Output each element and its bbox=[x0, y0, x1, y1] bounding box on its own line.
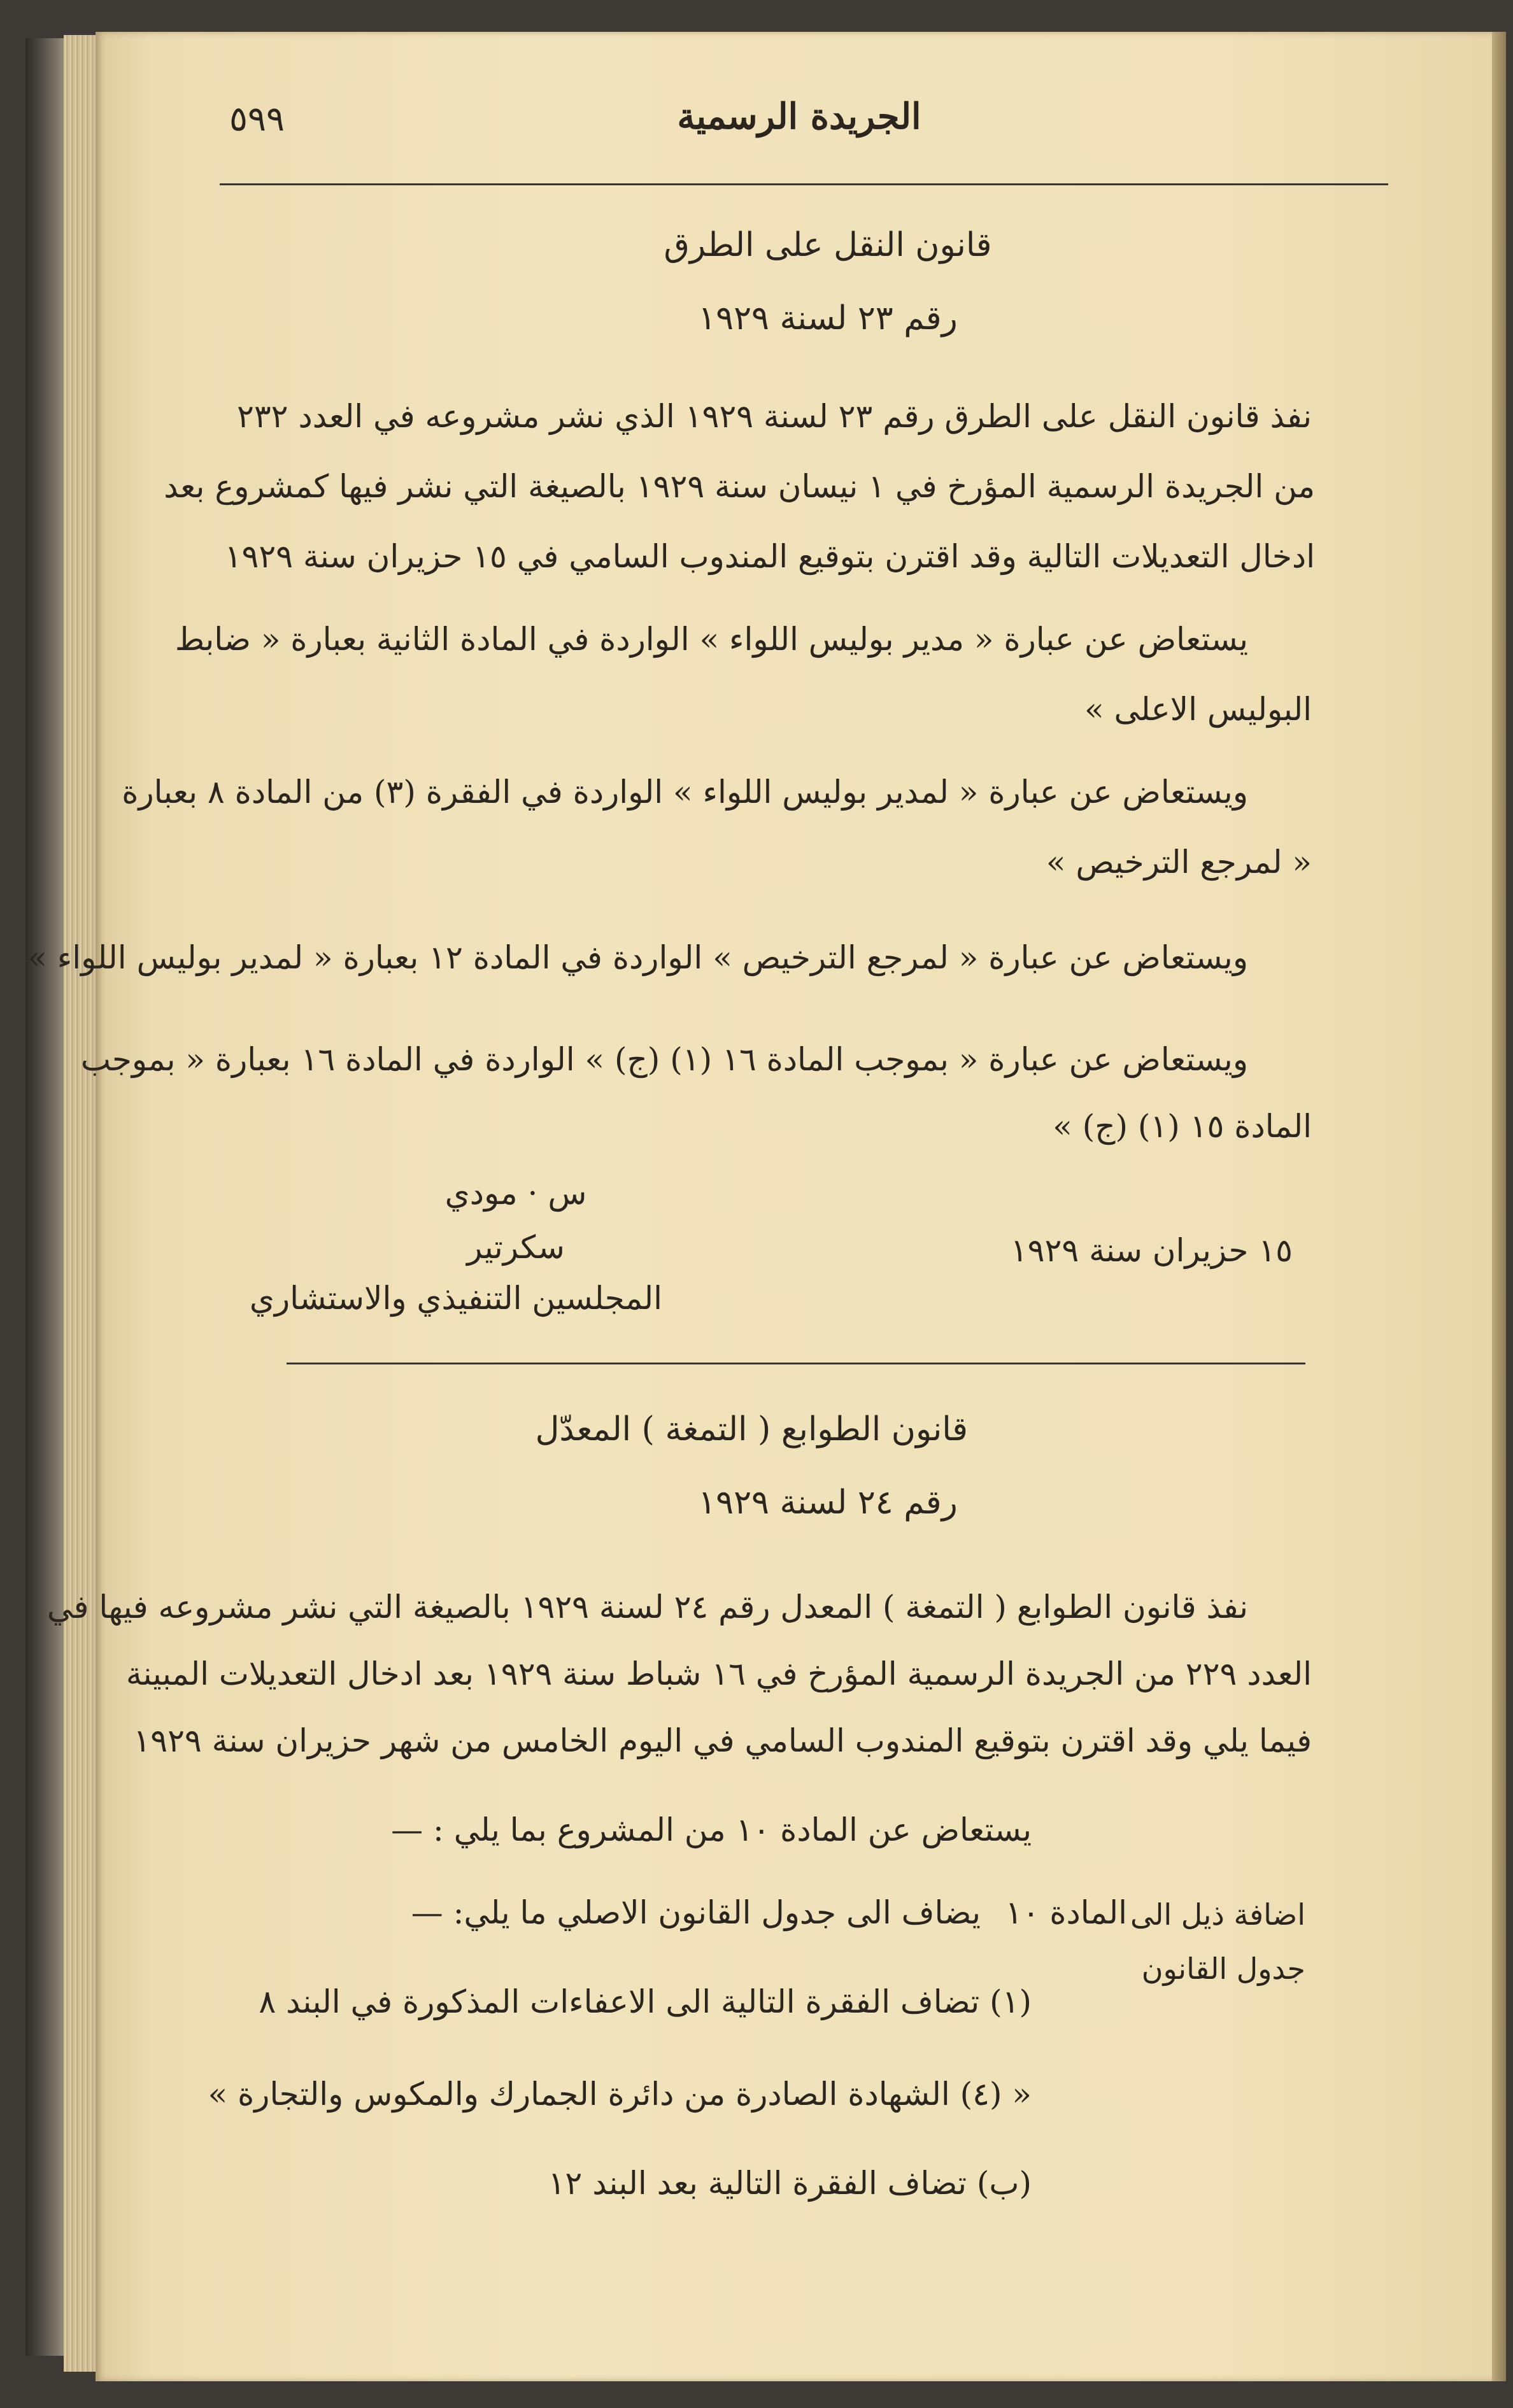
section2-number: رقم ٢٤ لسنة ١٩٢٩ bbox=[698, 1484, 958, 1522]
signature-office: المجلسين التنفيذي والاستشاري bbox=[249, 1280, 662, 1317]
amendment-line: المادة ١٥ (١) (ج) » bbox=[1053, 1108, 1312, 1145]
signature-date: ١٥ حزيران سنة ١٩٢٩ bbox=[1010, 1232, 1293, 1269]
page-header-title: الجريدة الرسمية bbox=[677, 96, 921, 138]
amendment-line: البوليس الاعلى » bbox=[1084, 691, 1312, 728]
section2-paragraph-line: العدد ٢٢٩ من الجريدة الرسمية المؤرخ في ١٦ شباط سنة ١٩٢٩ بعد ادخال التعديلات المبينة bbox=[125, 1655, 1312, 1692]
article-label: المادة ١٠ bbox=[1005, 1894, 1127, 1931]
section1-paragraph-line: من الجريدة الرسمية المؤرخ في ١ نيسان سنة ١٩٢٩ بالصيغة التي نشر فيها كمشروع بعد bbox=[164, 468, 1315, 505]
amendment-line: ويستعاض عن عبارة « لمرجع الترخيص » الواردة في المادة ١٢ بعبارة « لمدير بوليس اللواء » bbox=[27, 939, 1248, 976]
article-item: (١) تضاف الفقرة التالية الى الاعفاءات المذكورة في البند ٨ bbox=[259, 1983, 1032, 2020]
signature-role: سكرتير bbox=[467, 1229, 565, 1266]
amendment-line: « لمرجع الترخيص » bbox=[1046, 844, 1312, 881]
margin-note: اضافة ذيل الى bbox=[1130, 1897, 1305, 1932]
margin-note: جدول القانون bbox=[1141, 1951, 1305, 1986]
section1-title: قانون النقل على الطرق bbox=[664, 226, 992, 264]
signature-name: س · مودي bbox=[444, 1175, 587, 1212]
amendment-line: ويستعاض عن عبارة « لمدير بوليس اللواء » الواردة في الفقرة (٣) من المادة ٨ بعبارة bbox=[122, 774, 1248, 811]
section1-paragraph-line: نفذ قانون النقل على الطرق رقم ٢٣ لسنة ١٩٢٩ الذي نشر مشروعه في العدد ٢٣٢ bbox=[236, 398, 1312, 435]
page-edge bbox=[1492, 32, 1506, 2381]
document-page bbox=[27, 32, 1506, 2381]
article-text: يضاف الى جدول القانون الاصلي ما يلي: — bbox=[411, 1894, 981, 1931]
article-item: « (٤) الشهادة الصادرة من دائرة الجمارك والمكوس والتجارة » bbox=[208, 2076, 1032, 2113]
page-number: ٥٩٩ bbox=[229, 99, 285, 139]
header-rule bbox=[220, 183, 1388, 185]
amendment-line: ويستعاض عن عبارة « بموجب المادة ١٦ (١) (ج) » الواردة في المادة ١٦ بعبارة « بموجب bbox=[80, 1041, 1248, 1078]
section1-paragraph-line: ادخال التعديلات التالية وقد اقترن بتوقيع المندوب السامي في ١٥ حزيران سنة ١٩٢٩ bbox=[224, 538, 1315, 575]
section2-title: قانون الطوابع ( التمغة ) المعدّل bbox=[535, 1410, 968, 1448]
section1-number: رقم ٢٣ لسنة ١٩٢٩ bbox=[698, 299, 958, 337]
amendment-line: يستعاض عن عبارة « مدير بوليس اللواء » الواردة في المادة الثانية بعبارة « ضابط bbox=[174, 621, 1248, 658]
section2-paragraph-line: فيما يلي وقد اقترن بتوقيع المندوب السامي في اليوم الخامس من شهر حزيران سنة ١٩٢٩ bbox=[133, 1722, 1312, 1759]
article-item: (ب) تضاف الفقرة التالية بعد البند ١٢ bbox=[548, 2165, 1032, 2202]
section-divider bbox=[287, 1363, 1305, 1364]
section2-intro: يستعاض عن المادة ١٠ من المشروع بما يلي : — bbox=[391, 1811, 1032, 1848]
section2-paragraph-line: نفذ قانون الطوابع ( التمغة ) المعدل رقم ٢٤ لسنة ١٩٢٩ بالصيغة التي نشر مشروعه فيها في bbox=[46, 1589, 1248, 1625]
